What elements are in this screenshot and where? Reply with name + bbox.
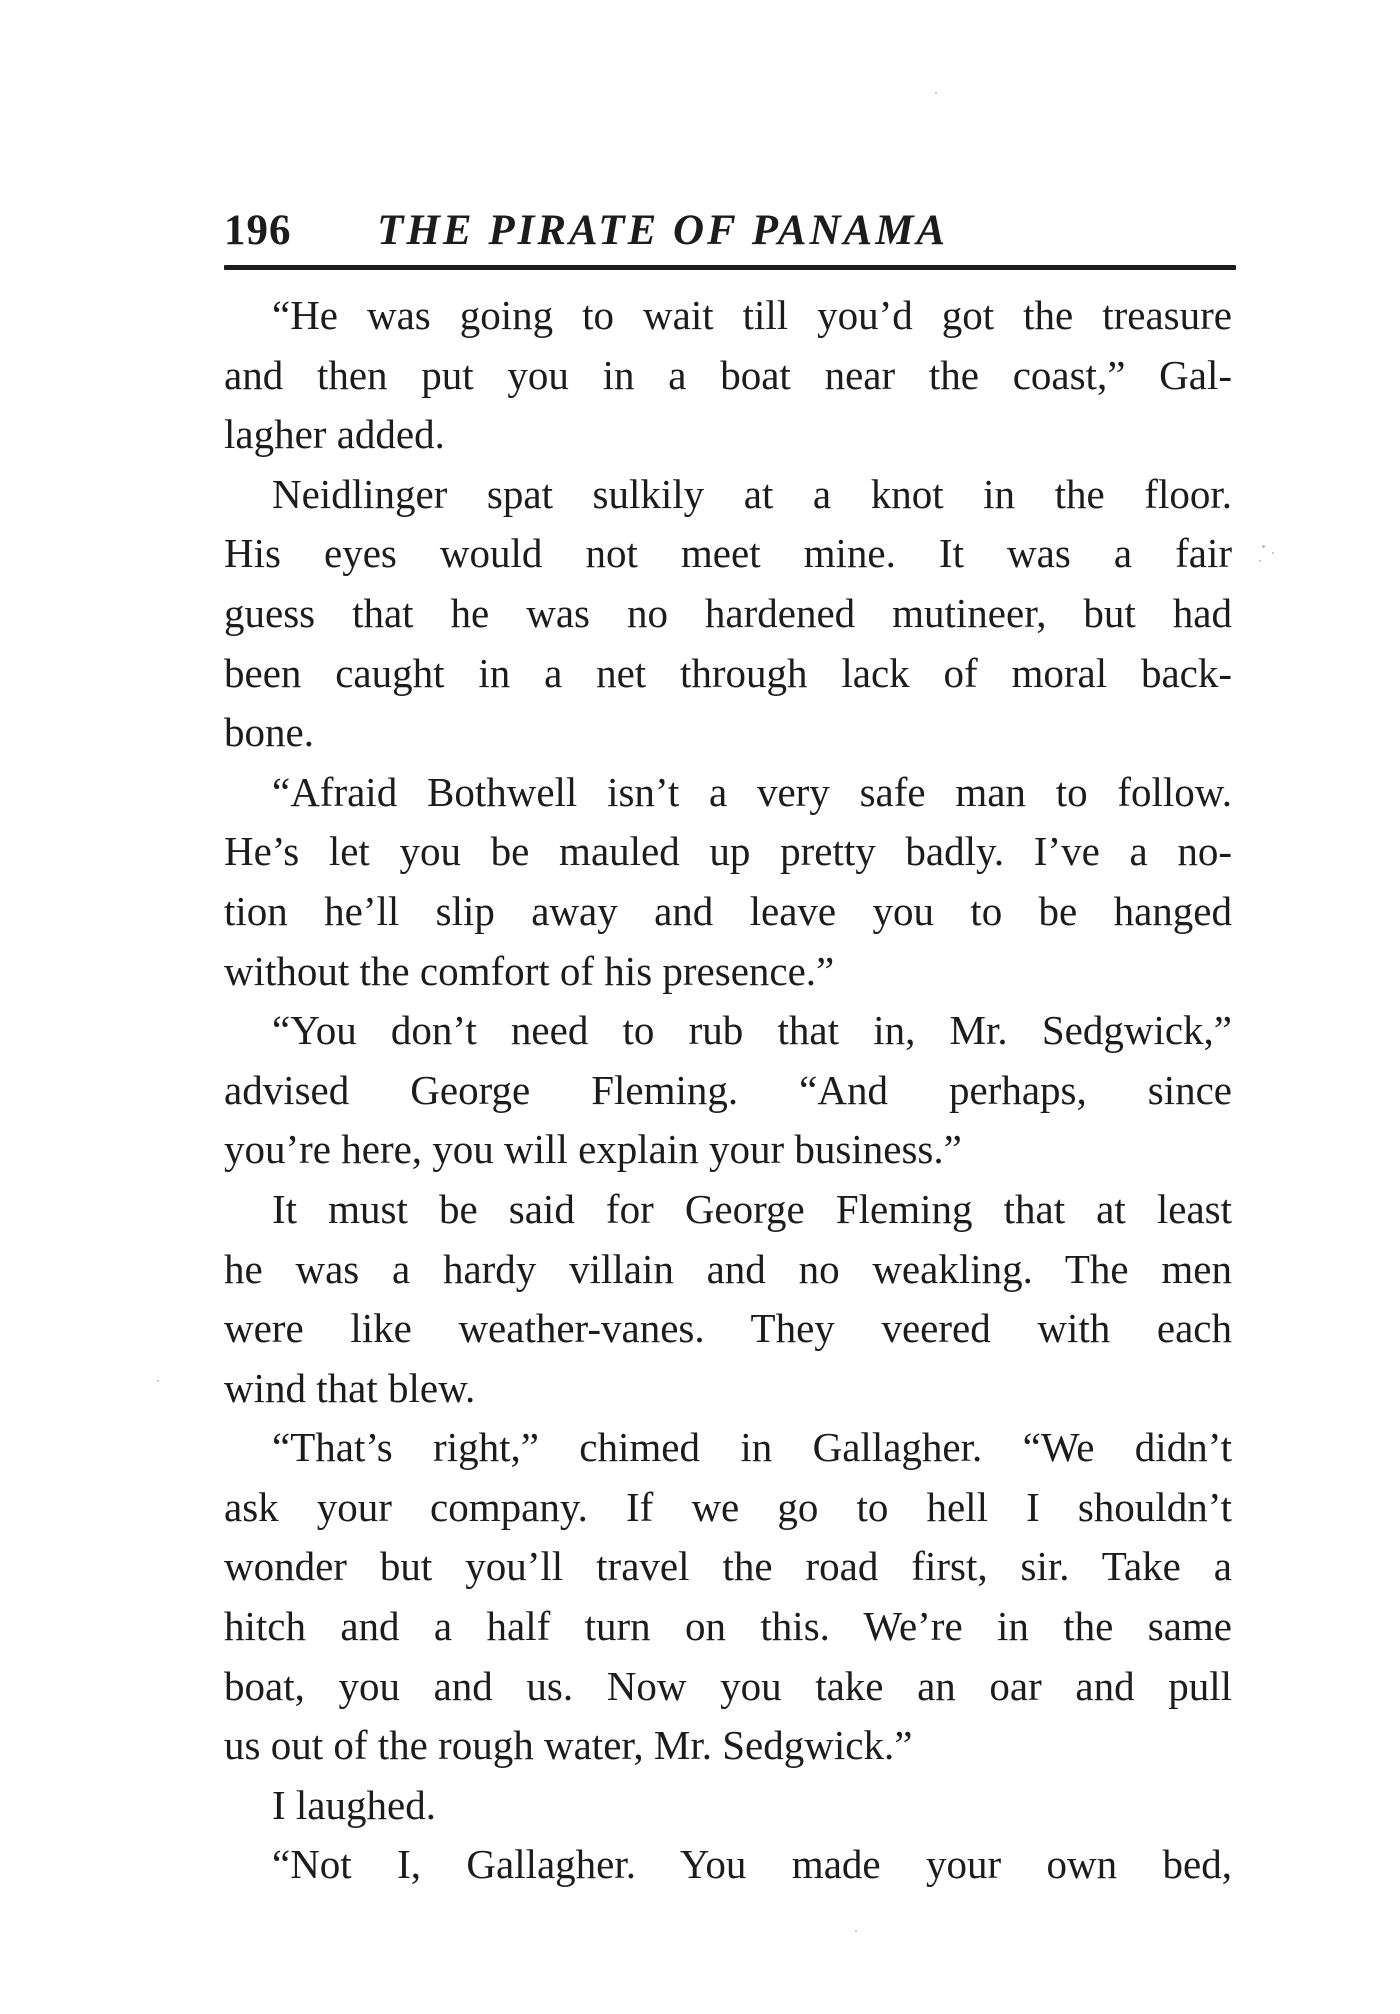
text-line: advised George Fleming. “And perhaps, since <box>224 1066 1232 1113</box>
text-line: tion he’ll slip away and leave you to be hanged <box>224 887 1232 934</box>
paper-speck <box>1272 552 1274 554</box>
text-line: lagher added. <box>224 411 445 458</box>
body-text <box>224 286 1232 1895</box>
text-line: “That’s right,” chimed in Gallagher. “We didn’t <box>272 1424 1232 1471</box>
text-line: wind that blew. <box>224 1364 476 1411</box>
text-line: been caught in a net through lack of moral back- <box>224 649 1232 696</box>
text-line: without the comfort of his presence.” <box>224 947 835 994</box>
text-line: His eyes would not meet mine. It was a fair <box>224 530 1232 577</box>
text-line: “Not I, Gallagher. You made your own bed, <box>272 1841 1232 1888</box>
text-line: “He was going to wait till you’d got the treasure <box>272 292 1232 338</box>
paper-speck <box>855 1930 857 1932</box>
text-line: hitch and a half turn on this. We’re in the same <box>224 1603 1232 1650</box>
text-line: “Afraid Bothwell isn’t a very safe man to follow. <box>272 768 1232 815</box>
paper-speck <box>157 1380 159 1382</box>
paper-speck <box>1262 545 1265 548</box>
text-line: he was a hardy villain and no weakling. The men <box>224 1245 1232 1292</box>
text-line: wonder but you’ll travel the road first, sir. Take a <box>224 1543 1232 1590</box>
text-line: and then put you in a boat near the coast,” Gal- <box>224 351 1232 398</box>
paper-speck <box>1259 560 1261 562</box>
text-line: Neidlinger spat sulkily at a knot in the floor. <box>272 470 1232 517</box>
text-line: boat, you and us. Now you take an oar and pull <box>224 1662 1232 1709</box>
running-title: THE PIRATE OF PANAMA <box>377 207 949 254</box>
text-line: It must be said for George Fleming that at least <box>272 1185 1232 1232</box>
text-line: He’s let you be mauled up pretty badly. I’ve a no- <box>224 828 1232 875</box>
text-line: guess that he was no hardened mutineer, but had <box>224 589 1232 636</box>
header-rule <box>224 265 1236 270</box>
text-line: I laughed. <box>272 1781 436 1828</box>
page-header <box>224 200 1234 260</box>
text-line: bone. <box>224 709 314 756</box>
page-number: 196 <box>224 207 292 254</box>
text-line: were like weather-vanes. They veered with each <box>224 1305 1232 1352</box>
text-line: “You don’t need to rub that in, Mr. Sedgwick,” <box>272 1007 1232 1054</box>
text-line: ask your company. If we go to hell I shouldn’t <box>224 1483 1232 1530</box>
text-line: you’re here, you will explain your business.” <box>224 1126 962 1173</box>
text-line: us out of the rough water, Mr. Sedgwick.” <box>224 1722 913 1769</box>
paper-speck <box>935 92 937 94</box>
